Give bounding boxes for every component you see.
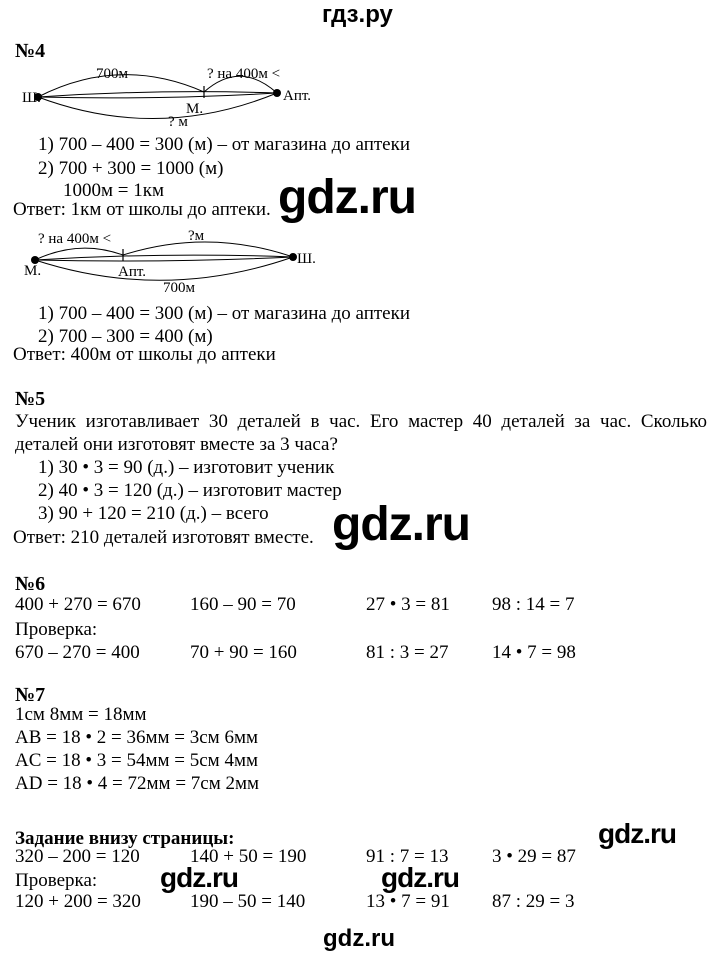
task4-diagram-1 — [0, 56, 340, 134]
bottom-task-check-equation: 120 + 200 = 320 — [15, 891, 141, 912]
task5-heading: №5 — [15, 388, 46, 410]
bottom-task-equation: 91 : 7 = 13 — [366, 846, 449, 867]
right-endpoint-dot — [289, 253, 297, 261]
task6-equation: 27 • 3 = 81 — [366, 594, 450, 615]
task6-equation: 98 : 14 = 7 — [492, 594, 575, 615]
bottom-task-check-equation: 190 – 50 = 140 — [190, 891, 306, 912]
bottom-task-equation: 140 + 50 = 190 — [190, 846, 307, 867]
task7-line: AB = 18 • 2 = 36мм = 3см 6мм — [15, 727, 258, 748]
task4-solution1-step: 1) 700 – 400 = 300 (м) – от магазина до аптеки — [38, 134, 411, 155]
watermark-bottom-center: gdz.ru — [323, 925, 395, 952]
left-point-label: Ш. — [22, 90, 41, 106]
watermark-large-1: gdz.ru — [278, 171, 416, 224]
bottom-task-heading: Задание внизу страницы: — [15, 828, 235, 849]
task6-equation: 400 + 270 = 670 — [15, 594, 141, 615]
segment-label: 700м — [96, 66, 128, 82]
mid-point-label: Апт. — [118, 264, 147, 280]
diff-label: ? на 400м < — [38, 231, 112, 247]
right-point-label: Ш. — [297, 251, 316, 267]
left-point-label: М. — [24, 263, 42, 279]
task7-line: 1см 8мм = 18мм — [15, 704, 147, 725]
site-logo: гдз.ру — [322, 1, 393, 28]
task5-problem-text: Ученик изготавливает 30 деталей в час. Его мастер 40 деталей за час. Сколько — [15, 411, 707, 432]
task6-check-equation: 70 + 90 = 160 — [190, 642, 297, 663]
task6-check-equation: 14 • 7 = 98 — [492, 642, 576, 663]
mid-point-label: М. — [186, 101, 204, 117]
total-label: ? м — [168, 114, 188, 130]
left-segment-arc — [35, 248, 123, 260]
watermark-large-2: gdz.ru — [332, 498, 470, 551]
total-arc — [38, 93, 277, 119]
diff-label: ? на 400м < — [207, 66, 281, 82]
task7-line: AD = 18 • 4 = 72мм = 7см 2мм — [15, 773, 260, 794]
task4-solution1-step: 2) 700 + 300 = 1000 (м) — [38, 158, 224, 179]
task7-line: AC = 18 • 3 = 54мм = 5см 4мм — [15, 750, 258, 771]
right-point-label: Апт. — [283, 88, 312, 104]
task4-solution2-step: 1) 700 – 400 = 300 (м) – от магазина до аптеки — [38, 303, 411, 324]
distance-line-top — [38, 92, 277, 97]
task4-answer1: Ответ: 1км от школы до аптеки. — [13, 199, 271, 220]
task5-problem-text: деталей они изготовят вместе за 3 часа? — [15, 434, 338, 455]
task5-step: 3) 90 + 120 = 210 (д.) – всего — [38, 503, 269, 524]
task4-answer2: Ответ: 400м от школы до аптеки — [13, 344, 276, 365]
task4-diagram-2 — [0, 222, 340, 300]
task5-answer: Ответ: 210 деталей изготовят вместе. — [13, 527, 314, 548]
task6-check-label: Проверка: — [15, 619, 98, 640]
task4-heading: №4 — [15, 40, 46, 62]
bottom-task-equation: 320 – 200 = 120 — [15, 846, 140, 867]
task5-step: 2) 40 • 3 = 120 (д.) – изготовит мастер — [38, 480, 342, 501]
task4-solution2-step: 2) 700 – 300 = 400 (м) — [38, 326, 213, 347]
task5-step: 1) 30 • 3 = 90 (д.) – изготовит ученик — [38, 457, 335, 478]
task4-solution1-step: 1000м = 1км — [63, 180, 164, 201]
watermark-small-mid-right: gdz.ru — [381, 862, 459, 893]
total-label: 700м — [163, 280, 195, 296]
task7-heading: №7 — [15, 684, 46, 706]
task6-heading: №6 — [15, 573, 46, 595]
bottom-task-check-equation: 13 • 7 = 91 — [366, 891, 450, 912]
distance-line-top — [35, 255, 293, 260]
bottom-task-check-label: Проверка: — [15, 870, 98, 891]
segment-label: ?м — [188, 228, 205, 244]
distance-line-bottom — [38, 93, 277, 98]
task6-check-equation: 81 : 3 = 27 — [366, 642, 449, 663]
bottom-task-equation: 3 • 29 = 87 — [492, 846, 576, 867]
watermark-small-mid-left: gdz.ru — [160, 862, 238, 893]
watermark-small-right: gdz.ru — [598, 818, 676, 849]
task6-check-equation: 670 – 270 = 400 — [15, 642, 140, 663]
bottom-task-check-equation: 87 : 29 = 3 — [492, 891, 575, 912]
right-endpoint-dot — [273, 89, 281, 97]
task6-equation: 160 – 90 = 70 — [190, 594, 296, 615]
